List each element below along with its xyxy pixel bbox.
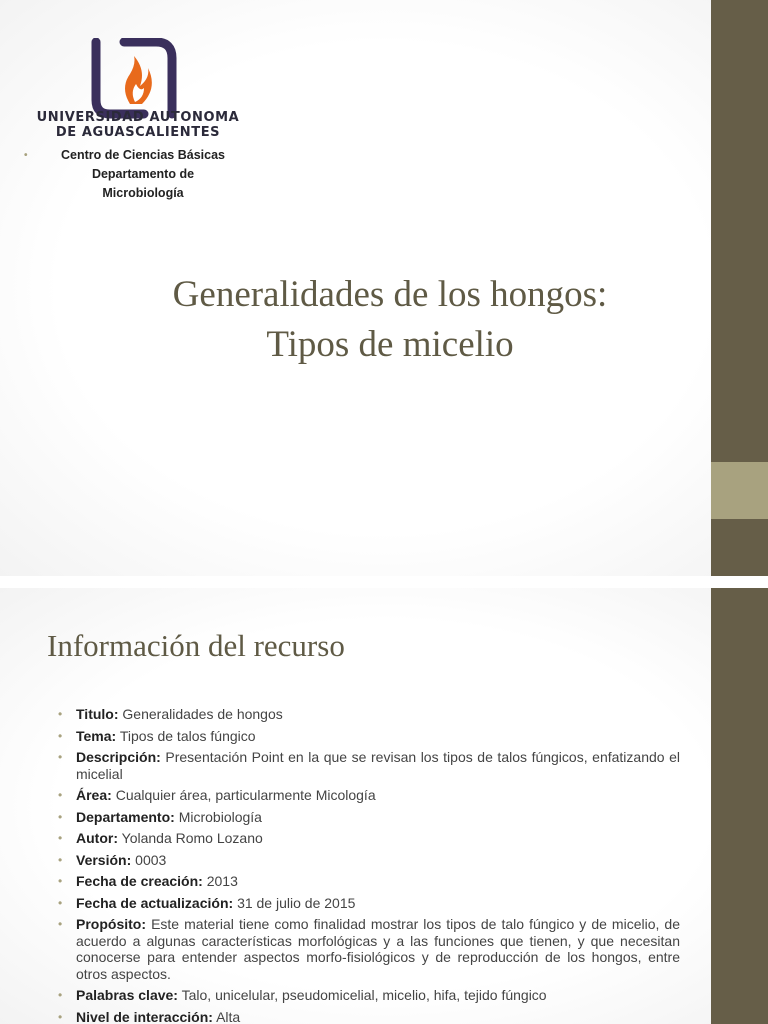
logo-text-line1: UNIVERSIDAD AUTONOMA (36, 110, 240, 125)
list-item: • Descripción: Presentación Point en la que se revisan los tipos de talos fúngicos, enfatizando el micelial (52, 749, 680, 782)
resource-info-list (52, 706, 680, 1024)
resource-info-slide (0, 588, 768, 1024)
slide-title (70, 270, 710, 370)
bullet-icon: • (24, 150, 28, 161)
list-item: • Área: Cualquier área, particularmente Micología (52, 787, 680, 804)
list-item: • Propósito: Este material tiene como finalidad mostrar los tipos de talo fúngico y de micelio, de acuerdo a algunas características morfológicas y a las funciones que tienen, y que necesitan conocerse para entender aspectos morfo-fisiológicos y de reproducción de los hongos, entre otros aspectos. (52, 916, 680, 982)
list-item: • Palabras clave: Talo, unicelular, pseudomicelial, micelio, hifa, tejido fúngico (52, 987, 680, 1004)
title-line-2: Tipos de micelio (266, 324, 514, 365)
side-accent-block (711, 462, 768, 519)
list-item: • Departamento: Microbiología (52, 809, 680, 826)
side-bar (711, 588, 768, 1024)
logo-text-line2: DE AGUASCALIENTES (55, 125, 221, 140)
list-item: • Fecha de creación: 2013 (52, 873, 680, 890)
department-line: Departamento de (91, 167, 195, 181)
list-item: • Fecha de actualización: 31 de julio de 2015 (52, 895, 680, 912)
list-item: • Autor: Yolanda Romo Lozano (52, 830, 680, 847)
list-item: • Titulo: Generalidades de hongos (52, 706, 680, 723)
department-info (24, 146, 244, 203)
list-item: • Versión: 0003 (52, 852, 680, 869)
list-item: • Nivel de interacción: Alta (52, 1009, 680, 1024)
department-line: Centro de Ciencias Básicas (61, 148, 225, 162)
department-line: Microbiología (102, 186, 184, 200)
list-item: • Tema: Tipos de talos fúngico (52, 728, 680, 745)
slide-heading: Información del recurso (47, 628, 345, 663)
slide-separator (0, 576, 768, 588)
title-line-1: Generalidades de los hongos: (172, 274, 608, 315)
